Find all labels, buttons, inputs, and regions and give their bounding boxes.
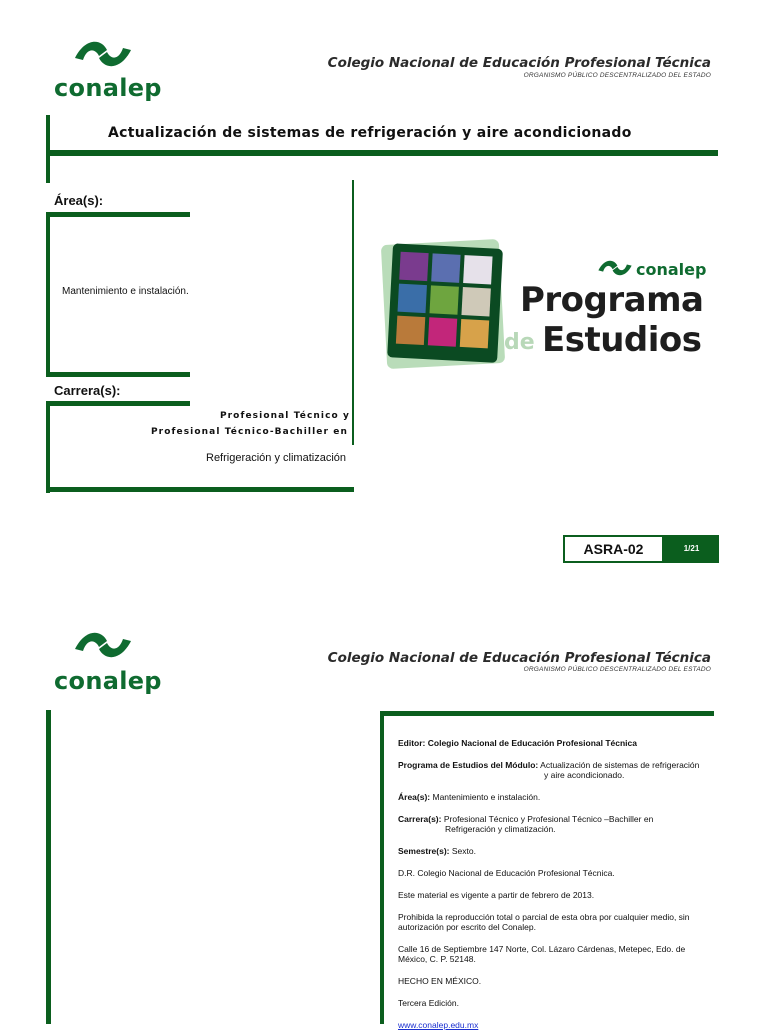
program-mosaic-icon: [378, 236, 508, 372]
areas-box-top: [46, 212, 190, 217]
areas-box-bottom: [46, 372, 190, 377]
program-word-2: Estudios: [542, 320, 702, 360]
careers-box-top: [46, 401, 190, 406]
institution-name-2: Colegio Nacional de Educación Profesional Técnica: [327, 650, 711, 666]
logo-text: conalep: [54, 74, 162, 102]
careers-box-bottom: [46, 487, 354, 492]
conalep-emblem-icon-small: [596, 257, 634, 279]
website-link[interactable]: www.conalep.edu.mx: [398, 1020, 479, 1030]
validity-line: Este material es vigente a partir de febrero de 2013.: [398, 890, 595, 900]
rights-line: D.R. Colegio Nacional de Educación Profesional Técnica.: [398, 868, 615, 878]
address-line: Calle 16 de Septiembre 147 Norte, Col. Lázaro Cárdenas, Metepec, Edo. de México, C. P. 52148.: [398, 944, 686, 964]
institution-subtitle-2: ORGANISMO PÚBLICO DESCENTRALIZADO DEL ESTADO: [523, 666, 711, 673]
areas-value: Mantenimiento e instalación.: [62, 286, 189, 297]
institution-subtitle: ORGANISMO PÚBLICO DESCENTRALIZADO DEL ESTADO: [523, 72, 711, 79]
made-in-line: HECHO EN MÉXICO.: [398, 976, 482, 986]
module-title: Actualización de sistemas de refrigeración y aire acondicionado: [108, 125, 632, 141]
prohibition-line: Prohibida la reproducción total o parcial de esta obra por cualquier medio, sin autorización por escrito del Conalep.: [398, 912, 690, 932]
edition-line: Tercera Edición.: [398, 998, 459, 1008]
page2-left-bar: [46, 710, 51, 1024]
careers-value: Refrigeración y climatización: [206, 452, 346, 464]
program-de: de: [504, 330, 535, 355]
semester-line: Semestre(s): Sexto.: [398, 846, 476, 856]
credits-block: [398, 738, 716, 1030]
info-box-left: [380, 711, 384, 1024]
areas-line: Área(s): Mantenimiento e instalación.: [398, 792, 541, 802]
module-code: ASRA-02: [583, 541, 644, 557]
editor-line: Editor: Colegio Nacional de Educación Profesional Técnica: [398, 738, 637, 748]
program-line: Programa de Estudios del Módulo: Actualización de sistemas de refrigeración y aire acondicionado.: [398, 760, 700, 780]
page-number-box: [664, 535, 719, 563]
conalep-logo-2: [54, 627, 162, 695]
careers-line-1: Profesional Técnico y: [219, 411, 350, 421]
conalep-logo: [54, 36, 162, 102]
program-emblem: [378, 236, 718, 376]
careers-line: Carrera(s): Profesional Técnico y Profesional Técnico –Bachiller en Refrigeración y climatización.: [398, 814, 654, 834]
careers-line-2: Profesional Técnico-Bachiller en: [150, 427, 348, 437]
institution-name: Colegio Nacional de Educación Profesional Técnica: [327, 55, 711, 71]
careers-label: Carrera(s):: [54, 383, 121, 398]
program-logo-text: conalep: [636, 260, 707, 279]
program-word-1: Programa: [520, 280, 704, 320]
info-box-top: [380, 711, 714, 716]
areas-box-left: [46, 212, 50, 377]
page-number: 1/21: [683, 544, 700, 553]
areas-label: Área(s):: [54, 193, 104, 208]
conalep-emblem-icon: [71, 627, 135, 663]
module-code-box: [563, 535, 664, 563]
title-left-bar: [46, 115, 50, 183]
careers-box-left: [46, 401, 50, 493]
conalep-emblem-icon: [71, 36, 135, 72]
title-bottom-bar: [50, 150, 718, 156]
page1-vertical-divider: [352, 180, 354, 445]
logo-text-2: conalep: [54, 667, 162, 695]
